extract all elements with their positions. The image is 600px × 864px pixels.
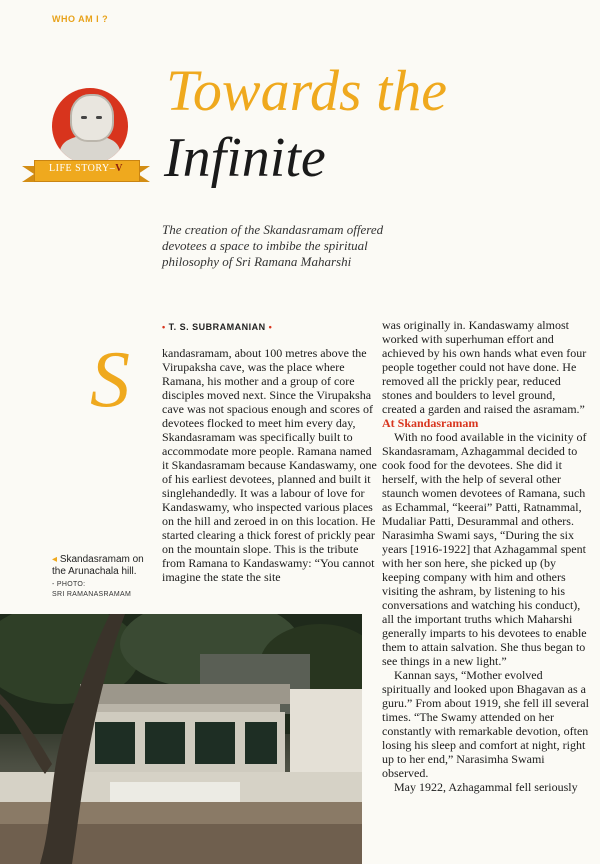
author-portrait xyxy=(52,88,128,164)
skandasramam-photo xyxy=(0,614,362,864)
life-story-ribbon xyxy=(22,160,150,182)
byline-author: T. S. SUBRAMANIAN xyxy=(168,322,266,332)
ribbon-label-text: LIFE STORY– xyxy=(49,163,116,174)
caption-text: Skandasramam on the Arunachala hill. xyxy=(52,554,144,577)
photo-credit-source: SRI RAMANASRAMAM xyxy=(52,591,132,598)
standfirst: The creation of the Skandasramam offered devotees a space to imbibe the spiritual philosophy of Sri Ramana Maharshi xyxy=(162,222,384,269)
photo-credit xyxy=(52,580,156,600)
portrait-head xyxy=(70,94,114,142)
column-1-text: kandasramam, about 100 metres above the Virupaksha cave, was the place where Ramana, his mother and a group of core disciples moved next. Since the Virupaksha cave was not spacious enough and scores of devotees flocked to meet him every day, Skandasramam was specifically built to accommodate more people. Ramana named it Skandasramam because Kandaswamy, one of his earliest devotees, planned and built it singlehandedly. It was a labour of love for Kandaswamy, who inspected various places on the hill and zeroed in on this location. He started clearing a thick forest of prickly pear on the mountain slope. This is the tribute from Ramana to Kandaswamy: “You cannot imagine the state the site xyxy=(162,346,377,584)
portrait-eye xyxy=(96,116,102,119)
subheading: At Skandasramam xyxy=(382,416,479,430)
section-label: WHO AM I ? xyxy=(52,14,109,24)
ribbon-label xyxy=(34,163,138,174)
portrait-eye xyxy=(81,116,87,119)
skandasramam-photo-illustration xyxy=(0,614,362,864)
column-2-para-2: With no food available in the vicinity of Skandasramam, Azhagammal decided to cook food for the devotees. She did it herself, with the help of several other staunch women devotees of Ramana, such as Echammal, “keerai” Patti, Ratnammal, Mudaliar Patti, Desurammal and others. Narasimha Swami says, “During the six years [1916-1922] that Azhagammal spent with her son here, she picked up (by keeping company with him and others visiting the ashram, by listening to his conversations and watching his conduct), all the important truths which Maharshi generally imparts to his devotees to enable them to attain salvation. She thus began to see things in a new light.” xyxy=(382,430,587,668)
byline-bullet: • xyxy=(162,322,169,332)
title-line-1: Towards the xyxy=(166,58,447,123)
ribbon-numeral: V xyxy=(115,163,123,174)
caption-arrow-icon: ◂ xyxy=(52,554,60,565)
column-2 xyxy=(382,318,590,794)
column-2-para-3: Kannan says, “Mother evolved spiritually and looked upon Bhagavan as a guru.” From about 1919, she fell ill several times. “The Swamy attended on her constantly with remarkable devotion, often losing his sleep and comfort at night, right up to her end,” Narasimha Swami observed. xyxy=(382,668,589,780)
photo-credit-label: - PHOTO: xyxy=(52,581,86,588)
byline-bullet: • xyxy=(265,322,273,332)
photo-caption xyxy=(52,554,156,600)
column-2-para-4: May 1922, Azhagammal fell seriously xyxy=(394,780,578,794)
drop-cap: S xyxy=(90,336,130,424)
column-1 xyxy=(162,346,380,584)
byline xyxy=(162,322,272,332)
column-2-para-1: was originally in. Kandaswamy almost worked with superhuman effort and achieved by his own hands what even four people together could not have done. He removed all the prickly pear, reduced stones and boulders to level ground, created a garden and raised the asramam.” xyxy=(382,318,587,416)
title-line-2: Infinite xyxy=(164,127,326,189)
ribbon-tail-left xyxy=(22,166,34,182)
